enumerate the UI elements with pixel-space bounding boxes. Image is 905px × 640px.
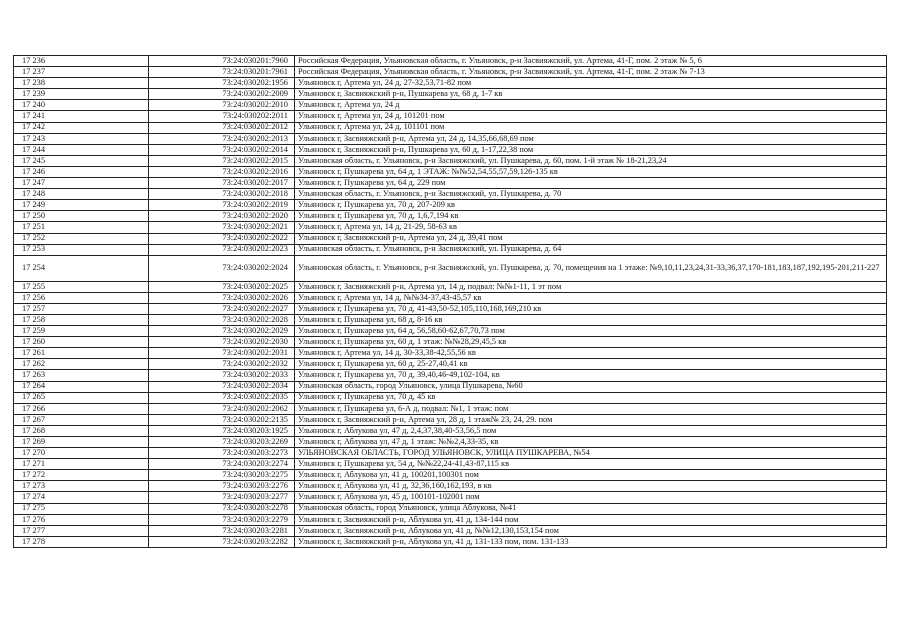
table-row <box>14 470 887 481</box>
row-number-cell: 17 275 <box>14 503 149 514</box>
cadastral-number-cell: 73:24:030202:2028 <box>149 314 295 325</box>
registry-table-body <box>14 56 887 548</box>
row-number-cell: 17 261 <box>14 348 149 359</box>
row-number-cell: 17 252 <box>14 233 149 244</box>
table-row <box>14 437 887 448</box>
row-number-cell: 17 270 <box>14 448 149 459</box>
address-cell: Ульяновск г, Аблукова ул, 47 д, 1 этаж: №№2,4,33-35, кв <box>295 437 887 448</box>
address-cell: Ульяновская область, г. Ульяновск, р-н Засвияжский, ул. Пушкарева, д. 70, помещения на 1 этаже: №9,10,11,23,24,31-33,36,37,170-181,183,187,192,195-201,211-227 <box>295 255 887 281</box>
address-cell: Ульяновск г, Пушкарева ул, 68 д, 8-16 кв <box>295 314 887 325</box>
table-row <box>14 255 887 281</box>
address-cell: Ульяновск г, Артема ул, 14 д, 30-33,38-42,55,56 кв <box>295 348 887 359</box>
row-number-cell: 17 260 <box>14 337 149 348</box>
address-cell: Ульяновская область, г. Ульяновск, р-н Засвияжский, ул. Пушкарева, д. 70 <box>295 189 887 200</box>
row-number-cell: 17 241 <box>14 111 149 122</box>
row-number-cell: 17 272 <box>14 470 149 481</box>
table-row <box>14 67 887 78</box>
address-cell: Ульяновск г, Пушкарева ул, 70 д, 1,6,7,194 кв <box>295 211 887 222</box>
table-row <box>14 89 887 100</box>
cadastral-number-cell: 73:24:030203:1925 <box>149 425 295 436</box>
table-row <box>14 525 887 536</box>
cadastral-number-cell: 73:24:030202:2021 <box>149 222 295 233</box>
cadastral-number-cell: 73:24:030202:2015 <box>149 155 295 166</box>
address-cell: Ульяновск г, Артема ул, 14 д, №№34-37,43-45,57 кв <box>295 292 887 303</box>
table-row <box>14 414 887 425</box>
address-cell: Ульяновск г, Пушкарева ул, 70 д, 207-209 кв <box>295 200 887 211</box>
address-cell: Ульяновск г, Засвияжский р-н, Артема ул, 24 д, 39,41 пом <box>295 233 887 244</box>
cadastral-number-cell: 73:24:030202:2024 <box>149 255 295 281</box>
row-number-cell: 17 248 <box>14 189 149 200</box>
table-row <box>14 459 887 470</box>
cadastral-number-cell: 73:24:030202:2031 <box>149 348 295 359</box>
table-row <box>14 78 887 89</box>
address-cell: Российская Федерация, Ульяновская область, г. Ульяновск, р-н Засвияжский, ул. Артема, 41-Г, пом. 2 этаж № 7-13 <box>295 67 887 78</box>
cadastral-number-cell: 73:24:030202:2014 <box>149 144 295 155</box>
table-row <box>14 348 887 359</box>
table-row <box>14 381 887 392</box>
address-cell: Ульяновск г, Засвияжский р-н, Артема ул, 14 д, подвал: №№1-11, 1 эт пом <box>295 281 887 292</box>
table-row <box>14 425 887 436</box>
row-number-cell: 17 269 <box>14 437 149 448</box>
cadastral-number-cell: 73:24:030203:2273 <box>149 448 295 459</box>
cadastral-number-cell: 73:24:030202:2010 <box>149 100 295 111</box>
address-cell: Ульяновск г, Засвияжский р-н, Аблукова ул, 41 д, №№12,130,153,154 пом <box>295 525 887 536</box>
cadastral-number-cell: 73:24:030203:2278 <box>149 503 295 514</box>
address-cell: Ульяновск г, Аблукова ул, 45 д, 100101-102001 пом <box>295 492 887 503</box>
registry-table <box>13 55 887 548</box>
cadastral-number-cell: 73:24:030203:2276 <box>149 481 295 492</box>
row-number-cell: 17 245 <box>14 155 149 166</box>
cadastral-number-cell: 73:24:030202:2025 <box>149 281 295 292</box>
table-row <box>14 144 887 155</box>
table-row <box>14 281 887 292</box>
cadastral-number-cell: 73:24:030203:2269 <box>149 437 295 448</box>
row-number-cell: 17 256 <box>14 292 149 303</box>
row-number-cell: 17 276 <box>14 514 149 525</box>
address-cell: Ульяновск г, Засвияжский р-н, Пушкарева ул, 68 д, 1-7 кв <box>295 89 887 100</box>
row-number-cell: 17 246 <box>14 166 149 177</box>
row-number-cell: 17 247 <box>14 178 149 189</box>
cadastral-number-cell: 73:24:030202:2013 <box>149 133 295 144</box>
table-row <box>14 359 887 370</box>
row-number-cell: 17 255 <box>14 281 149 292</box>
cadastral-number-cell: 73:24:030202:2016 <box>149 166 295 177</box>
address-cell: Ульяновск г, Артема ул, 14 д, 21-29, 58-63 кв <box>295 222 887 233</box>
table-row <box>14 100 887 111</box>
row-number-cell: 17 267 <box>14 414 149 425</box>
address-cell: Ульяновск г, Засвияжский р-н, Пушкарева ул, 60 д, 1-17,22,38 пом <box>295 144 887 155</box>
table-row <box>14 326 887 337</box>
table-row <box>14 392 887 403</box>
row-number-cell: 17 263 <box>14 370 149 381</box>
row-number-cell: 17 243 <box>14 133 149 144</box>
cadastral-number-cell: 73:24:030203:2279 <box>149 514 295 525</box>
address-cell: Ульяновск г, Артема ул, 24 д, 101201 пом <box>295 111 887 122</box>
cadastral-number-cell: 73:24:030202:2011 <box>149 111 295 122</box>
table-row <box>14 222 887 233</box>
address-cell: Ульяновск г, Засвияжский р-н, Артема ул, 28 д, 1 этаж№ 23, 24, 29. пом <box>295 414 887 425</box>
table-row <box>14 56 887 67</box>
address-cell: Ульяновск г, Пушкарева ул, 54 д, №№22,24-41,43-87,115 кв <box>295 459 887 470</box>
table-row <box>14 122 887 133</box>
table-row <box>14 536 887 547</box>
row-number-cell: 17 264 <box>14 381 149 392</box>
table-row <box>14 133 887 144</box>
cadastral-number-cell: 73:24:030202:2020 <box>149 211 295 222</box>
table-row <box>14 233 887 244</box>
address-cell: Ульяновск г, Пушкарева ул, 64 д, 229 пом <box>295 178 887 189</box>
row-number-cell: 17 266 <box>14 403 149 414</box>
cadastral-number-cell: 73:24:030202:1956 <box>149 78 295 89</box>
address-cell: Ульяновская область, город Ульяновск, улица Аблукова, №41 <box>295 503 887 514</box>
cadastral-number-cell: 73:24:030203:2274 <box>149 459 295 470</box>
row-number-cell: 17 259 <box>14 326 149 337</box>
address-cell: Ульяновск г, Пушкарева ул, 6-А д, подвал: №1, 1 этаж: пом <box>295 403 887 414</box>
row-number-cell: 17 249 <box>14 200 149 211</box>
cadastral-number-cell: 73:24:030202:2035 <box>149 392 295 403</box>
registry-sheet <box>13 55 880 548</box>
row-number-cell: 17 239 <box>14 89 149 100</box>
cadastral-number-cell: 73:24:030202:2033 <box>149 370 295 381</box>
cadastral-number-cell: 73:24:030202:2027 <box>149 303 295 314</box>
table-row <box>14 155 887 166</box>
row-number-cell: 17 273 <box>14 481 149 492</box>
table-row <box>14 314 887 325</box>
table-row <box>14 448 887 459</box>
table-row <box>14 481 887 492</box>
row-number-cell: 17 265 <box>14 392 149 403</box>
cadastral-number-cell: 73:24:030202:2012 <box>149 122 295 133</box>
address-cell: Российская Федерация, Ульяновская область, г. Ульяновск, р-н Засвияжский, ул. Артема, 41-Г, пом. 2 этаж № 5, 6 <box>295 56 887 67</box>
table-row <box>14 244 887 255</box>
row-number-cell: 17 244 <box>14 144 149 155</box>
address-cell: Ульяновск г, Засвияжский р-н, Аблукова ул, 41 д, 131-133 пом, пом. 131-133 <box>295 536 887 547</box>
row-number-cell: 17 237 <box>14 67 149 78</box>
address-cell: Ульяновск г, Засвияжский р-н, Аблукова ул, 41 д, 134-144 пом <box>295 514 887 525</box>
row-number-cell: 17 268 <box>14 425 149 436</box>
address-cell: УЛЬЯНОВСКАЯ ОБЛАСТЬ, ГОРОД УЛЬЯНОВСК, УЛИЦА ПУШКАРЕВА, №54 <box>295 448 887 459</box>
row-number-cell: 17 238 <box>14 78 149 89</box>
address-cell: Ульяновск г, Аблукова ул, 47 д, 2,4,37,38,40-53,56,5 пом <box>295 425 887 436</box>
address-cell: Ульяновск г, Артема ул, 24 д, 101101 пом <box>295 122 887 133</box>
table-row <box>14 337 887 348</box>
row-number-cell: 17 274 <box>14 492 149 503</box>
address-cell: Ульяновск г, Аблукова ул, 41 д, 100201,100301 пом <box>295 470 887 481</box>
cadastral-number-cell: 73:24:030203:2282 <box>149 536 295 547</box>
table-row <box>14 403 887 414</box>
cadastral-number-cell: 73:24:030202:2034 <box>149 381 295 392</box>
address-cell: Ульяновск г, Пушкарева ул, 64 д, 56,58,60-62,67,70,73 пом <box>295 326 887 337</box>
table-row <box>14 503 887 514</box>
cadastral-number-cell: 73:24:030202:2135 <box>149 414 295 425</box>
address-cell: Ульяновск г, Пушкарева ул, 70 д, 39,40,46-49,102-104, кв <box>295 370 887 381</box>
row-number-cell: 17 258 <box>14 314 149 325</box>
cadastral-number-cell: 73:24:030202:2029 <box>149 326 295 337</box>
table-row <box>14 211 887 222</box>
table-row <box>14 200 887 211</box>
row-number-cell: 17 251 <box>14 222 149 233</box>
table-row <box>14 178 887 189</box>
table-row <box>14 514 887 525</box>
cadastral-number-cell: 73:24:030202:2009 <box>149 89 295 100</box>
address-cell: Ульяновская область, г. Ульяновск, р-н Засвияжский, ул. Пушкарева, д. 60, пом. 1-й этаж № 18-21,23,24 <box>295 155 887 166</box>
table-row <box>14 292 887 303</box>
row-number-cell: 17 236 <box>14 56 149 67</box>
cadastral-number-cell: 73:24:030201:7960 <box>149 56 295 67</box>
address-cell: Ульяновск г, Засвияжский р-н, Артема ул, 24 д, 14,35,66,68,69 пом <box>295 133 887 144</box>
table-row <box>14 111 887 122</box>
address-cell: Ульяновск г, Пушкарева ул, 70 д, 45 кв <box>295 392 887 403</box>
table-row <box>14 303 887 314</box>
row-number-cell: 17 257 <box>14 303 149 314</box>
table-row <box>14 166 887 177</box>
row-number-cell: 17 253 <box>14 244 149 255</box>
row-number-cell: 17 277 <box>14 525 149 536</box>
address-cell: Ульяновск г, Пушкарева ул, 70 д, 41-43,50-52,105,110,168,169,210 кв <box>295 303 887 314</box>
row-number-cell: 17 262 <box>14 359 149 370</box>
cadastral-number-cell: 73:24:030202:2030 <box>149 337 295 348</box>
cadastral-number-cell: 73:24:030202:2062 <box>149 403 295 414</box>
address-cell: Ульяновск г, Артема ул, 24 д <box>295 100 887 111</box>
cadastral-number-cell: 73:24:030202:2026 <box>149 292 295 303</box>
row-number-cell: 17 271 <box>14 459 149 470</box>
cadastral-number-cell: 73:24:030202:2018 <box>149 189 295 200</box>
cadastral-number-cell: 73:24:030202:2023 <box>149 244 295 255</box>
address-cell: Ульяновск г, Аблукова ул, 41 д, 32,36,160,162,193, в кв <box>295 481 887 492</box>
address-cell: Ульяновск г, Пушкарева ул, 60 д, 25-27,40,41 кв <box>295 359 887 370</box>
table-row <box>14 189 887 200</box>
row-number-cell: 17 250 <box>14 211 149 222</box>
table-row <box>14 492 887 503</box>
address-cell: Ульяновская область, г. Ульяновск, р-н Засвияжский, ул. Пушкарева, д. 64 <box>295 244 887 255</box>
row-number-cell: 17 242 <box>14 122 149 133</box>
address-cell: Ульяновск г, Пушкарева ул, 64 д, 1 ЭТАЖ: №№52,54,55,57,59,126-135 кв <box>295 166 887 177</box>
cadastral-number-cell: 73:24:030203:2275 <box>149 470 295 481</box>
cadastral-number-cell: 73:24:030201:7961 <box>149 67 295 78</box>
table-row <box>14 370 887 381</box>
row-number-cell: 17 240 <box>14 100 149 111</box>
cadastral-number-cell: 73:24:030203:2281 <box>149 525 295 536</box>
cadastral-number-cell: 73:24:030202:2022 <box>149 233 295 244</box>
address-cell: Ульяновск г, Пушкарева ул, 60 д, 1 этаж: №№28,29,45,5 кв <box>295 337 887 348</box>
row-number-cell: 17 254 <box>14 255 149 281</box>
address-cell: Ульяновск г, Артема ул, 24 д, 27-32,53,71-82 пом <box>295 78 887 89</box>
cadastral-number-cell: 73:24:030202:2019 <box>149 200 295 211</box>
cadastral-number-cell: 73:24:030203:2277 <box>149 492 295 503</box>
cadastral-number-cell: 73:24:030202:2017 <box>149 178 295 189</box>
cadastral-number-cell: 73:24:030202:2032 <box>149 359 295 370</box>
address-cell: Ульяновская область, город Ульяновск, улица Пушкарева, №60 <box>295 381 887 392</box>
row-number-cell: 17 278 <box>14 536 149 547</box>
